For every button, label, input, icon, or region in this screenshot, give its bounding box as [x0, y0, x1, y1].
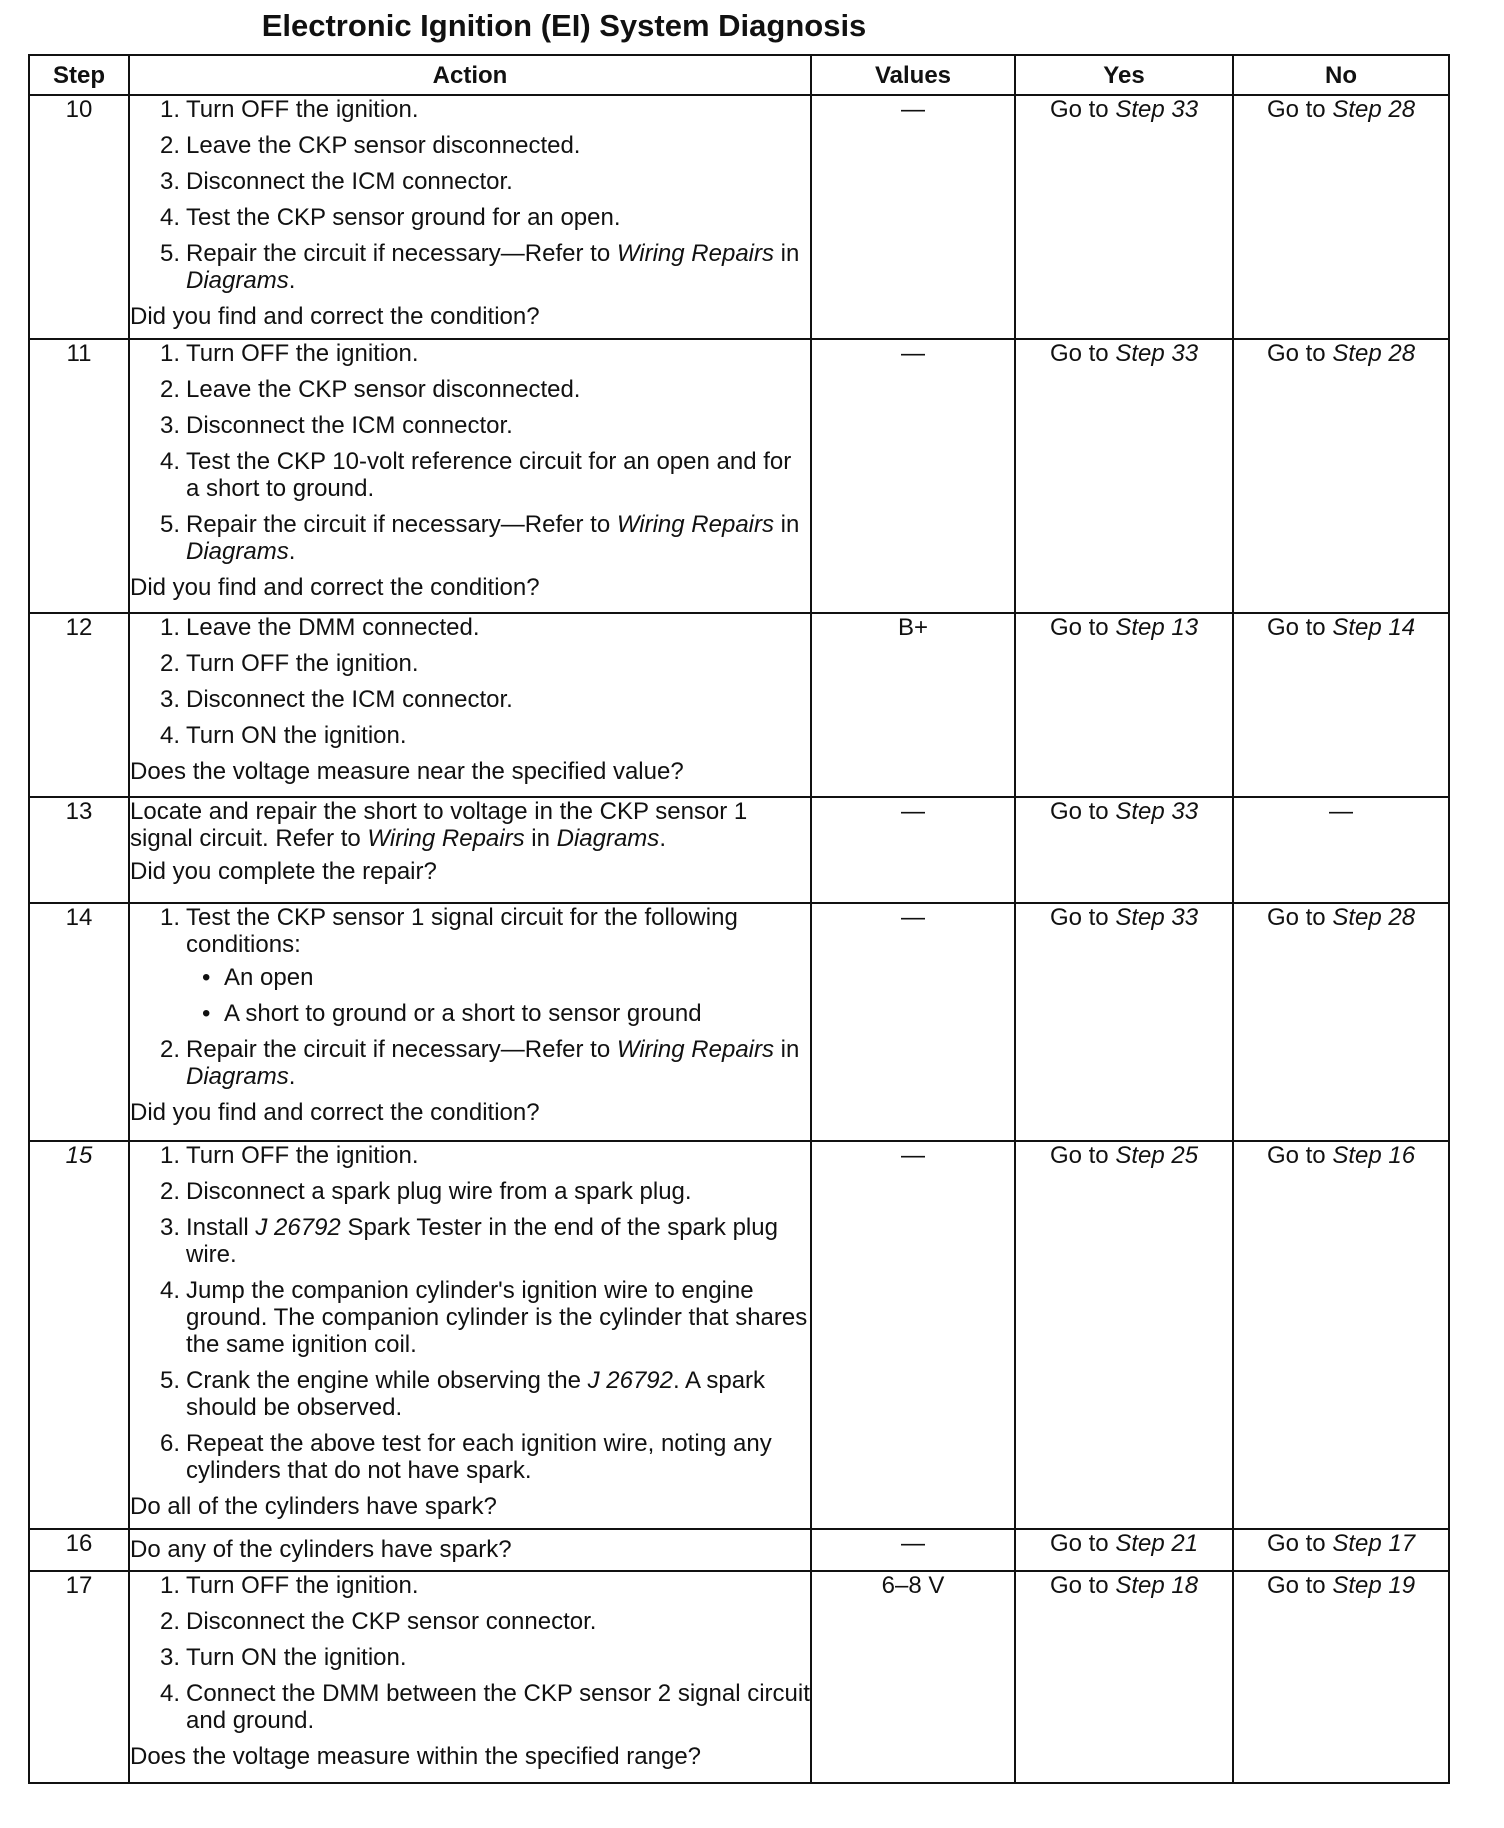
question-text: Did you complete the repair?	[130, 858, 437, 885]
action-steps	[130, 340, 810, 565]
action-step: 4. Jump the companion cylinder's ignition wire to engine ground. The companion cylinder is the cylinder that shares the same ignition coil.	[159, 1277, 808, 1358]
value-cell: —	[811, 95, 1015, 339]
step-number: 15	[29, 1141, 129, 1529]
question-text: Do all of the cylinders have spark?	[130, 1493, 497, 1520]
step-number: 11	[29, 339, 129, 613]
header-yes: Yes	[1015, 55, 1233, 95]
table-header-row	[29, 55, 1449, 95]
diagnosis-table	[28, 54, 1450, 1784]
action-step: 3. Disconnect the ICM connector.	[159, 168, 513, 195]
action-step: 3. Disconnect the ICM connector.	[159, 686, 513, 713]
action-step: 1. Test the CKP sensor 1 signal circuit for the following conditions: • An open • A short to ground or a short to sensor ground	[186, 904, 810, 1027]
action-step: 2. Leave the CKP sensor disconnected.	[159, 132, 581, 159]
table-row	[29, 903, 1449, 1141]
action-cell	[129, 1571, 811, 1783]
table-row	[29, 1571, 1449, 1783]
action-step: 4. Connect the DMM between the CKP sensor 2 signal circuit and ground.	[159, 1680, 810, 1734]
action-step: 5. Repair the circuit if necessary—Refer to Wiring Repairs in Diagrams.	[159, 511, 800, 565]
condition-item: • A short to ground or a short to sensor ground	[224, 1000, 810, 1027]
step-number: 14	[29, 903, 129, 1141]
table-row	[29, 613, 1449, 797]
no-cell: Go to Step 28	[1233, 95, 1449, 339]
no-cell: Go to Step 28	[1233, 339, 1449, 613]
action-step: 4. Test the CKP 10-volt reference circuit for an open and for a short to ground.	[159, 448, 792, 502]
action-steps	[130, 1142, 810, 1484]
action-step: 4. Test the CKP sensor ground for an open.	[159, 204, 621, 231]
action-step: 1. Turn OFF the ignition.	[159, 340, 419, 367]
question-text: Did you find and correct the condition?	[130, 1099, 540, 1126]
action-step: 3. Turn ON the ignition.	[159, 1644, 407, 1671]
action-step: 2. Turn OFF the ignition.	[159, 650, 419, 677]
action-step: 5. Repair the circuit if necessary—Refer to Wiring Repairs in Diagrams.	[159, 240, 800, 294]
table-row	[29, 339, 1449, 613]
question-text: Did you find and correct the condition?	[130, 303, 540, 330]
action-step: 1. Turn OFF the ignition.	[159, 1142, 419, 1169]
step-number: 13	[29, 797, 129, 903]
table-row	[29, 95, 1449, 339]
value-cell: —	[811, 903, 1015, 1141]
action-step: 2. Leave the CKP sensor disconnected.	[159, 376, 581, 403]
no-cell: Go to Step 28	[1233, 903, 1449, 1141]
action-step: 1. Turn OFF the ignition.	[159, 1572, 419, 1599]
no-cell: Go to Step 16	[1233, 1141, 1449, 1529]
page-title: Electronic Ignition (EI) System Diagnosis	[261, 8, 867, 43]
action-text: Locate and repair the short to voltage in the CKP sensor 1 signal circuit. Refer to Wiring Repairs in Diagrams.	[130, 798, 748, 852]
question-text: Do any of the cylinders have spark?	[130, 1536, 512, 1563]
value-cell: B+	[811, 613, 1015, 797]
action-cell	[129, 1529, 811, 1571]
yes-cell: Go to Step 21	[1015, 1529, 1233, 1571]
action-step: 3. Install J 26792 Spark Tester in the end of the spark plug wire.	[159, 1214, 778, 1268]
condition-list	[186, 964, 810, 1027]
yes-cell: Go to Step 18	[1015, 1571, 1233, 1783]
action-cell	[129, 339, 811, 613]
value-cell: —	[811, 339, 1015, 613]
value-cell: 6–8 V	[811, 1571, 1015, 1783]
step-number: 17	[29, 1571, 129, 1783]
step-number: 16	[29, 1529, 129, 1571]
action-step: 6. Repeat the above test for each ignition wire, noting any cylinders that do not have spark.	[159, 1430, 772, 1484]
action-step: 2. Repair the circuit if necessary—Refer to Wiring Repairs in Diagrams.	[159, 1036, 800, 1090]
action-cell	[129, 95, 811, 339]
action-step: 2. Disconnect a spark plug wire from a spark plug.	[159, 1178, 692, 1205]
yes-cell: Go to Step 13	[1015, 613, 1233, 797]
yes-cell: Go to Step 25	[1015, 1141, 1233, 1529]
question-text: Does the voltage measure within the specified range?	[130, 1743, 702, 1770]
value-cell: —	[811, 1141, 1015, 1529]
header-values: Values	[811, 55, 1015, 95]
yes-cell: Go to Step 33	[1015, 903, 1233, 1141]
action-steps	[130, 96, 810, 294]
header-action: Action	[129, 55, 811, 95]
action-steps	[130, 904, 810, 1090]
table-row	[29, 797, 1449, 903]
action-steps	[130, 614, 810, 749]
action-step: 2. Disconnect the CKP sensor connector.	[159, 1608, 597, 1635]
no-cell: Go to Step 19	[1233, 1571, 1449, 1783]
condition-item: • An open	[224, 964, 810, 991]
header-step: Step	[29, 55, 129, 95]
step-number: 10	[29, 95, 129, 339]
no-cell: —	[1233, 797, 1449, 903]
step-number: 12	[29, 613, 129, 797]
question-text: Did you find and correct the condition?	[130, 574, 540, 601]
yes-cell: Go to Step 33	[1015, 95, 1233, 339]
no-cell: Go to Step 17	[1233, 1529, 1449, 1571]
action-cell	[129, 1141, 811, 1529]
table-row	[29, 1141, 1449, 1529]
action-cell	[129, 797, 811, 903]
action-step: 1. Leave the DMM connected.	[159, 614, 480, 641]
action-cell	[129, 613, 811, 797]
action-step: 4. Turn ON the ignition.	[159, 722, 407, 749]
no-cell: Go to Step 14	[1233, 613, 1449, 797]
yes-cell: Go to Step 33	[1015, 797, 1233, 903]
action-step: 3. Disconnect the ICM connector.	[159, 412, 513, 439]
value-cell: —	[811, 1529, 1015, 1571]
value-cell: —	[811, 797, 1015, 903]
action-steps	[130, 1572, 810, 1734]
action-step: 5. Crank the engine while observing the J 26792. A spark should be observed.	[159, 1367, 766, 1421]
header-no: No	[1233, 55, 1449, 95]
table-row	[29, 1529, 1449, 1571]
yes-cell: Go to Step 33	[1015, 339, 1233, 613]
action-step: 1. Turn OFF the ignition.	[159, 96, 419, 123]
question-text: Does the voltage measure near the specified value?	[130, 758, 684, 785]
action-cell	[129, 903, 811, 1141]
